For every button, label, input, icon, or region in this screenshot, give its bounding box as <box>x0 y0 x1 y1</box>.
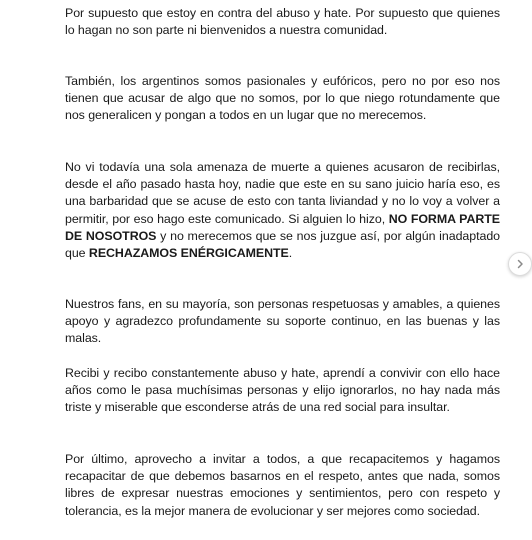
paragraph-3-bold-a: NO FORMA PARTE DE NOSOTROS <box>65 211 500 243</box>
paragraph-4: Nuestros fans, en su mayoría, son personas respetuosas y amables, a quienes apoyo y agradezco profundamente su soporte continuo, en las buenas y las malas. <box>65 297 500 346</box>
paragraph-5: Recibi y recibo constantemente abuso y hate, aprendí a convivir con ello hace años como le pasa muchísimas personas y elijo ignorarlos, no hay nada más triste y miserable que esconderse atrás de una red social para insultar. <box>65 366 500 415</box>
paragraph-3-text-b: y no merecemos que se nos juzgue así, por algún inadaptado que <box>65 228 501 261</box>
paragraph-2: También, los argentinos somos pasionales y eufóricos, pero no por eso nos tienen que acusar de algo que no somos, por lo que niego rotundamente que nos generalicen y pongan a todos en un lugar que no merecemos. <box>65 74 500 123</box>
paragraph-3-bold-b: RECHAZAMOS ENÉRGICAMENTE <box>88 246 289 261</box>
paragraph-1: Por supuesto que estoy en contra del abuso y hate. Por supuesto que quienes lo hagan no son parte ni bienvenidos a nuestra comunidad. <box>65 6 500 38</box>
paragraph-3-text-c: . <box>288 246 293 261</box>
next-slide-button[interactable] <box>508 252 532 276</box>
chevron-right-icon <box>515 259 525 269</box>
paragraph-3-text-a: No vi todavía una sola amenaza de muerte a quienes acusaron de recibirlas, desde el año pasado hasta hoy, nadie que este en su sano juicio haría eso, es una barbaridad que se acuse de esto con tanta liviandad y no lo voy a volver a permitir, por eso hago este comunicado. Si alguien lo hizo, <box>65 160 500 226</box>
paragraph-3 <box>65 159 500 262</box>
paragraph-6: Por último, aprovecho a invitar a todos, a que recapacitemos y hagamos recapacitar de que debemos basarnos en el respeto, antes que nada, somos libres de expresar nuestras emociones y sentimientos, pero con respeto y tolerancia, es la mejor manera de evolucionar y ser mejores como sociedad. <box>65 452 500 518</box>
